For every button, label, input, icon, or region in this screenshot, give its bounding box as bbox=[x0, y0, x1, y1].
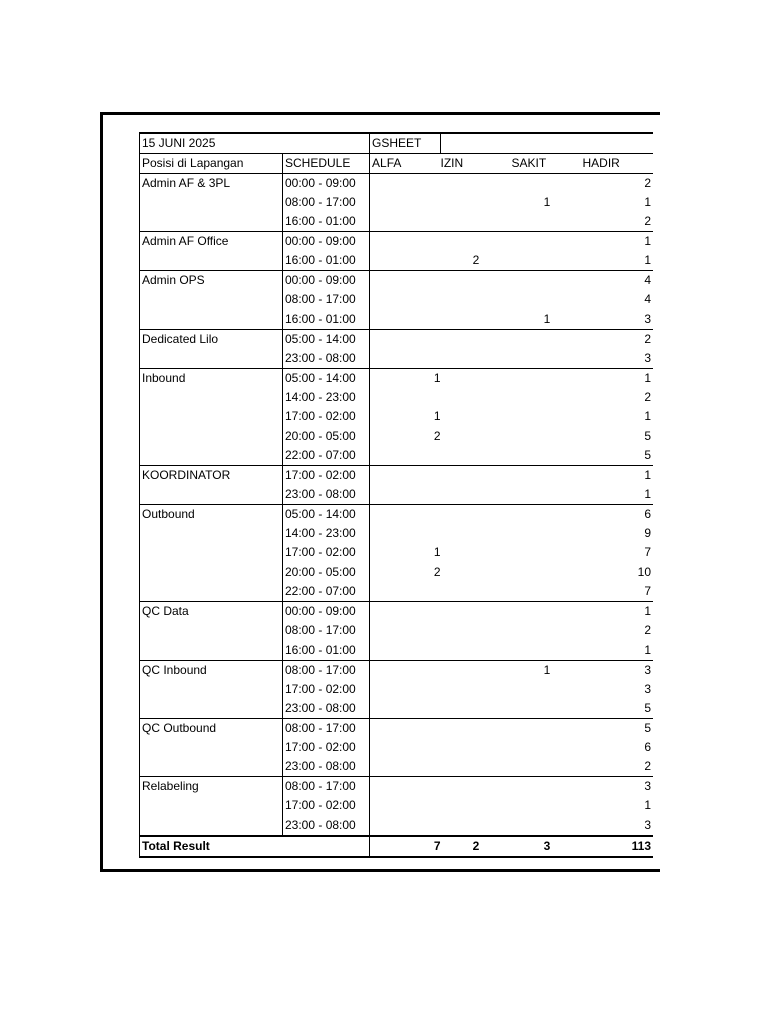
position-cell: Admin AF Office bbox=[140, 232, 283, 252]
sakit-cell bbox=[512, 680, 583, 699]
sakit-cell bbox=[512, 602, 583, 622]
alfa-cell: 2 bbox=[370, 427, 441, 446]
position-cell bbox=[140, 388, 283, 407]
sakit-cell bbox=[512, 582, 583, 602]
table-row bbox=[140, 621, 654, 640]
izin-cell bbox=[441, 777, 512, 797]
position-cell bbox=[140, 816, 283, 836]
col-header-position: Posisi di Lapangan bbox=[140, 154, 283, 174]
schedule-cell: 23:00 - 08:00 bbox=[283, 816, 370, 836]
hadir-cell: 4 bbox=[583, 271, 653, 291]
alfa-cell bbox=[370, 174, 441, 194]
schedule-cell: 17:00 - 02:00 bbox=[283, 407, 370, 426]
schedule-cell: 22:00 - 07:00 bbox=[283, 582, 370, 602]
schedule-cell: 00:00 - 09:00 bbox=[283, 232, 370, 252]
schedule-cell: 16:00 - 01:00 bbox=[283, 212, 370, 232]
alfa-cell bbox=[370, 680, 441, 699]
table-row bbox=[140, 271, 654, 291]
table-row bbox=[140, 349, 654, 369]
schedule-cell: 17:00 - 02:00 bbox=[283, 680, 370, 699]
sakit-cell bbox=[512, 446, 583, 466]
hadir-cell: 2 bbox=[583, 388, 653, 407]
izin-cell bbox=[441, 388, 512, 407]
hadir-cell: 2 bbox=[583, 621, 653, 640]
izin-cell bbox=[441, 582, 512, 602]
total-alfa: 7 bbox=[370, 836, 441, 857]
table-row bbox=[140, 310, 654, 330]
table-row bbox=[140, 777, 654, 797]
schedule-cell: 16:00 - 01:00 bbox=[283, 641, 370, 661]
total-label: Total Result bbox=[140, 836, 370, 857]
alfa-cell bbox=[370, 602, 441, 622]
table-row bbox=[140, 290, 654, 309]
sakit-cell bbox=[512, 699, 583, 719]
table-row bbox=[140, 193, 654, 212]
position-cell bbox=[140, 407, 283, 426]
schedule-cell: 08:00 - 17:00 bbox=[283, 660, 370, 680]
izin-cell bbox=[441, 465, 512, 485]
alfa-cell bbox=[370, 757, 441, 777]
schedule-cell: 00:00 - 09:00 bbox=[283, 271, 370, 291]
schedule-cell: 23:00 - 08:00 bbox=[283, 349, 370, 369]
position-cell bbox=[140, 543, 283, 562]
header-row bbox=[140, 154, 654, 174]
izin-cell bbox=[441, 757, 512, 777]
alfa-cell bbox=[370, 349, 441, 369]
title-row bbox=[140, 133, 654, 154]
table-row bbox=[140, 446, 654, 466]
total-hadir: 113 bbox=[583, 836, 653, 857]
table-row bbox=[140, 796, 654, 815]
position-cell bbox=[140, 699, 283, 719]
sakit-cell bbox=[512, 524, 583, 543]
hadir-cell: 9 bbox=[583, 524, 653, 543]
sakit-cell bbox=[512, 290, 583, 309]
izin-cell bbox=[441, 349, 512, 369]
izin-cell bbox=[441, 271, 512, 291]
izin-cell bbox=[441, 329, 512, 349]
sakit-cell bbox=[512, 465, 583, 485]
hadir-cell: 5 bbox=[583, 699, 653, 719]
gsheet-label: GSHEET bbox=[370, 133, 441, 154]
table-row bbox=[140, 543, 654, 562]
alfa-cell bbox=[370, 212, 441, 232]
sakit-cell bbox=[512, 504, 583, 524]
table-row bbox=[140, 641, 654, 661]
hadir-cell: 6 bbox=[583, 504, 653, 524]
hadir-cell: 1 bbox=[583, 602, 653, 622]
sakit-cell bbox=[512, 174, 583, 194]
izin-cell bbox=[441, 718, 512, 738]
report-date: 15 JUNI 2025 bbox=[140, 133, 370, 154]
schedule-cell: 23:00 - 08:00 bbox=[283, 757, 370, 777]
schedule-cell: 05:00 - 14:00 bbox=[283, 329, 370, 349]
sakit-cell bbox=[512, 718, 583, 738]
alfa-cell bbox=[370, 290, 441, 309]
sakit-cell: 1 bbox=[543, 195, 551, 209]
alfa-cell bbox=[370, 465, 441, 485]
sakit-cell bbox=[512, 816, 583, 836]
sakit-cell bbox=[512, 757, 583, 777]
izin-cell bbox=[441, 290, 512, 309]
table-row bbox=[140, 485, 654, 505]
position-cell bbox=[140, 524, 283, 543]
schedule-cell: 23:00 - 08:00 bbox=[283, 485, 370, 505]
col-header-sakit: SAKIT bbox=[512, 154, 583, 174]
izin-cell bbox=[441, 738, 512, 757]
schedule-cell: 20:00 - 05:00 bbox=[283, 563, 370, 582]
position-cell bbox=[140, 563, 283, 582]
total-row bbox=[140, 836, 654, 857]
gsheet-cell bbox=[441, 133, 653, 154]
alfa-cell bbox=[370, 232, 441, 252]
izin-cell bbox=[441, 641, 512, 661]
hadir-cell: 2 bbox=[583, 212, 653, 232]
schedule-cell: 17:00 - 02:00 bbox=[283, 465, 370, 485]
hadir-cell: 3 bbox=[583, 816, 653, 836]
position-cell bbox=[140, 641, 283, 661]
schedule-cell: 14:00 - 23:00 bbox=[283, 388, 370, 407]
izin-cell bbox=[441, 816, 512, 836]
alfa-cell bbox=[370, 485, 441, 505]
table-row bbox=[140, 563, 654, 582]
total-izin: 2 bbox=[441, 836, 512, 857]
position-cell bbox=[140, 738, 283, 757]
izin-cell bbox=[441, 368, 512, 388]
izin-cell bbox=[441, 680, 512, 699]
sakit-cell bbox=[512, 641, 583, 661]
position-cell: QC Outbound bbox=[140, 718, 283, 738]
position-cell: Relabeling bbox=[140, 777, 283, 797]
sakit-cell bbox=[512, 427, 583, 446]
table-row bbox=[140, 251, 654, 271]
sakit-cell bbox=[512, 407, 583, 426]
table-row bbox=[140, 699, 654, 719]
total-sakit: 3 bbox=[512, 836, 583, 857]
col-header-hadir: HADIR bbox=[583, 154, 653, 174]
position-cell: Dedicated Lilo bbox=[140, 329, 283, 349]
izin-cell bbox=[441, 193, 512, 212]
schedule-cell: 05:00 - 14:00 bbox=[283, 504, 370, 524]
hadir-cell: 1 bbox=[583, 796, 653, 815]
alfa-cell bbox=[370, 251, 441, 271]
izin-cell bbox=[441, 563, 512, 582]
sakit-cell bbox=[512, 368, 583, 388]
sakit-cell: 1 bbox=[543, 311, 551, 326]
position-cell bbox=[140, 427, 283, 446]
alfa-cell bbox=[370, 446, 441, 466]
table-row bbox=[140, 465, 654, 485]
alfa-cell bbox=[370, 582, 441, 602]
position-cell bbox=[140, 757, 283, 777]
sakit-cell bbox=[512, 796, 583, 815]
table-row bbox=[140, 427, 654, 446]
alfa-cell bbox=[370, 271, 441, 291]
izin-cell bbox=[441, 427, 512, 446]
hadir-cell: 7 bbox=[583, 582, 653, 602]
izin-cell bbox=[441, 504, 512, 524]
table-row bbox=[140, 524, 654, 543]
sakit-cell bbox=[512, 232, 583, 252]
table-row bbox=[140, 407, 654, 426]
alfa-cell bbox=[370, 524, 441, 543]
alfa-cell bbox=[370, 193, 441, 212]
alfa-cell bbox=[370, 738, 441, 757]
alfa-cell bbox=[370, 621, 441, 640]
izin-cell bbox=[441, 407, 512, 426]
sakit-cell bbox=[512, 485, 583, 505]
hadir-cell: 7 bbox=[583, 543, 653, 562]
hadir-cell: 6 bbox=[583, 738, 653, 757]
col-header-izin: IZIN bbox=[441, 154, 512, 174]
schedule-cell: 00:00 - 09:00 bbox=[283, 602, 370, 622]
schedule-cell: 00:00 - 09:00 bbox=[283, 174, 370, 194]
position-cell: Outbound bbox=[140, 504, 283, 524]
hadir-cell: 1 bbox=[583, 368, 653, 388]
schedule-cell: 08:00 - 17:00 bbox=[283, 718, 370, 738]
izin-cell bbox=[441, 485, 512, 505]
hadir-cell: 3 bbox=[583, 349, 653, 369]
table-row bbox=[140, 174, 654, 194]
table-row bbox=[140, 388, 654, 407]
position-cell: QC Data bbox=[140, 602, 283, 622]
schedule-cell: 17:00 - 02:00 bbox=[283, 738, 370, 757]
sakit-cell bbox=[512, 388, 583, 407]
col-header-alfa: ALFA bbox=[370, 154, 441, 174]
hadir-cell: 3 bbox=[583, 680, 653, 699]
hadir-cell: 1 bbox=[583, 193, 653, 212]
izin-cell bbox=[441, 602, 512, 622]
izin-cell bbox=[441, 621, 512, 640]
alfa-cell bbox=[370, 310, 441, 330]
izin-cell bbox=[441, 446, 512, 466]
table-row bbox=[140, 602, 654, 622]
hadir-cell: 3 bbox=[583, 777, 653, 797]
alfa-cell bbox=[370, 699, 441, 719]
izin-cell bbox=[441, 543, 512, 562]
sakit-cell bbox=[512, 543, 583, 562]
hadir-cell: 5 bbox=[583, 446, 653, 466]
schedule-cell: 08:00 - 17:00 bbox=[283, 621, 370, 640]
position-cell bbox=[140, 349, 283, 369]
position-cell bbox=[140, 446, 283, 466]
sakit-cell bbox=[512, 621, 583, 640]
hadir-cell: 4 bbox=[583, 290, 653, 309]
alfa-cell bbox=[370, 718, 441, 738]
alfa-cell bbox=[370, 796, 441, 815]
alfa-cell: 1 bbox=[370, 543, 441, 562]
position-cell: KOORDINATOR bbox=[140, 465, 283, 485]
sakit-cell bbox=[512, 563, 583, 582]
izin-cell bbox=[441, 174, 512, 194]
sakit-cell bbox=[512, 777, 583, 797]
attendance-table bbox=[139, 132, 653, 858]
hadir-cell: 10 bbox=[583, 563, 653, 582]
schedule-cell: 08:00 - 17:00 bbox=[283, 193, 370, 212]
izin-cell bbox=[441, 796, 512, 815]
schedule-cell: 23:00 - 08:00 bbox=[283, 699, 370, 719]
hadir-cell: 5 bbox=[583, 427, 653, 446]
hadir-cell: 2 bbox=[583, 329, 653, 349]
hadir-cell: 3 bbox=[583, 660, 653, 680]
alfa-cell: 2 bbox=[370, 563, 441, 582]
sakit-cell: 1 bbox=[512, 660, 583, 680]
table-row bbox=[140, 680, 654, 699]
hadir-cell: 1 bbox=[583, 251, 653, 271]
schedule-cell: 16:00 - 01:00 bbox=[283, 251, 370, 271]
izin-cell bbox=[441, 232, 512, 252]
schedule-cell: 14:00 - 23:00 bbox=[283, 524, 370, 543]
col-header-schedule: SCHEDULE bbox=[283, 154, 370, 174]
table-row bbox=[140, 582, 654, 602]
table-row bbox=[140, 718, 654, 738]
alfa-cell bbox=[370, 388, 441, 407]
position-cell bbox=[140, 251, 283, 271]
izin-cell bbox=[441, 660, 512, 680]
position-cell bbox=[140, 212, 283, 232]
position-cell bbox=[140, 796, 283, 815]
hadir-cell: 1 bbox=[583, 641, 653, 661]
alfa-cell: 1 bbox=[370, 368, 441, 388]
table-row bbox=[140, 816, 654, 836]
table-row bbox=[140, 329, 654, 349]
table-row bbox=[140, 660, 654, 680]
alfa-cell: 1 bbox=[370, 407, 441, 426]
table-row bbox=[140, 738, 654, 757]
hadir-cell: 2 bbox=[583, 174, 653, 194]
izin-cell bbox=[441, 699, 512, 719]
position-cell: Admin OPS bbox=[140, 271, 283, 291]
alfa-cell bbox=[370, 660, 441, 680]
position-cell bbox=[140, 680, 283, 699]
hadir-cell: 1 bbox=[583, 465, 653, 485]
izin-cell bbox=[441, 310, 512, 330]
alfa-cell bbox=[370, 777, 441, 797]
hadir-cell: 1 bbox=[583, 232, 653, 252]
alfa-cell bbox=[370, 641, 441, 661]
izin-cell bbox=[441, 524, 512, 543]
position-cell: Inbound bbox=[140, 368, 283, 388]
position-cell: Admin AF & 3PL bbox=[140, 174, 283, 194]
alfa-cell bbox=[370, 816, 441, 836]
hadir-cell: 5 bbox=[583, 718, 653, 738]
alfa-cell bbox=[370, 504, 441, 524]
schedule-cell: 17:00 - 02:00 bbox=[283, 796, 370, 815]
schedule-cell: 16:00 - 01:00 bbox=[283, 310, 370, 330]
table-row bbox=[140, 757, 654, 777]
hadir-cell: 3 bbox=[583, 310, 653, 330]
position-cell bbox=[140, 290, 283, 309]
table-row bbox=[140, 368, 654, 388]
table-row bbox=[140, 212, 654, 232]
sakit-cell bbox=[512, 329, 583, 349]
position-cell bbox=[140, 582, 283, 602]
sakit-cell bbox=[512, 271, 583, 291]
hadir-cell: 1 bbox=[583, 485, 653, 505]
schedule-cell: 20:00 - 05:00 bbox=[283, 427, 370, 446]
position-cell: QC Inbound bbox=[140, 660, 283, 680]
alfa-cell bbox=[370, 329, 441, 349]
hadir-cell: 2 bbox=[583, 757, 653, 777]
table-row bbox=[140, 504, 654, 524]
position-cell bbox=[140, 621, 283, 640]
sakit-cell bbox=[512, 349, 583, 369]
sakit-cell bbox=[512, 738, 583, 757]
izin-cell bbox=[441, 212, 512, 232]
position-cell bbox=[140, 193, 283, 212]
sakit-cell bbox=[512, 212, 583, 232]
table-row bbox=[140, 232, 654, 252]
sakit-cell bbox=[512, 251, 583, 271]
attendance-sheet bbox=[139, 132, 653, 858]
position-cell bbox=[140, 485, 283, 505]
schedule-cell: 08:00 - 17:00 bbox=[283, 290, 370, 309]
izin-cell: 2 bbox=[472, 253, 480, 268]
schedule-cell: 17:00 - 02:00 bbox=[283, 543, 370, 562]
position-cell bbox=[140, 310, 283, 330]
schedule-cell: 22:00 - 07:00 bbox=[283, 446, 370, 466]
schedule-cell: 08:00 - 17:00 bbox=[283, 777, 370, 797]
schedule-cell: 05:00 - 14:00 bbox=[283, 368, 370, 388]
hadir-cell: 1 bbox=[583, 407, 653, 426]
